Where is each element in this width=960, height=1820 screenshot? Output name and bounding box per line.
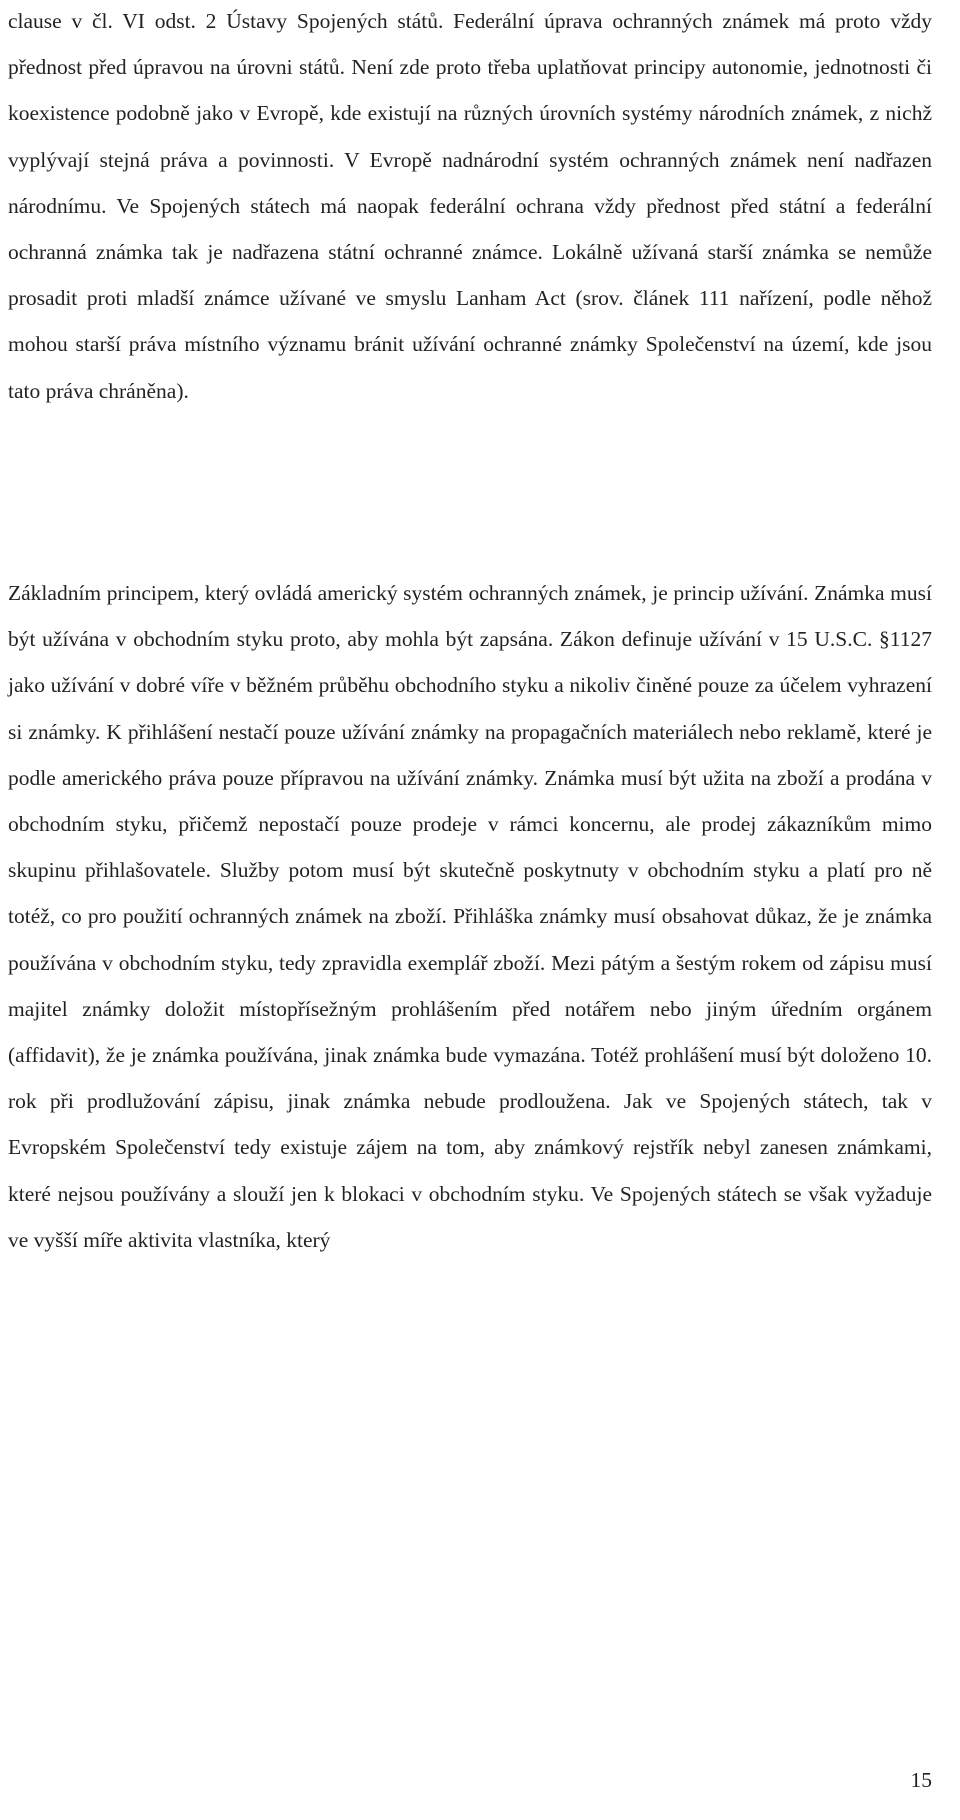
paragraph-continued: clause v čl. VI odst. 2 Ústavy Spojených států. Federální úprava ochranných známek má proto vždy přednost před úpravou na úrovni států. Není zde proto třeba uplatňovat principy autonomie, jednotnosti či koexistence podobně jako v Evropě, kde existují na různých úrovních systémy národních známek, z nichž vyplývají stejná práva a povinnosti. V Evropě nadnárodní systém ochranných známek není nadřazen národnímu. Ve Spojených státech má naopak federální ochrana vždy přednost před státní a federální ochranná známka tak je nadřazena státní ochranné známce. Lokálně užívaná starší známka se nemůže prosadit proti mladší známce užívané ve smyslu Lanham Act (srov. článek 111 nařízení, podle něhož mohou starší práva místního významu bránit užívání ochranné známky Společenství na území, kde jsou tato práva chráněna). (8, 9, 932, 403)
paragraph-use-principle: Základním principem, který ovládá americký systém ochranných známek, je princip užívání. Známka musí být užívána v obchodním styku proto, aby mohla být zapsána. Zákon definuje užívání v 15 U.S.C. §1127 jako užívání v dobré víře v běžném průběhu obchodního styku a nikoliv činěné pouze za účelem vyhrazení si známky. K přihlášení nestačí pouze užívání známky na propagačních materiálech nebo reklamě, které je podle amerického práva pouze přípravou na užívání známky. Známka musí být užita na zboží a prodána v obchodním styku, přičemž nepostačí pouze prodeje v rámci koncernu, ale prodej zákazníkům mimo skupinu přihlašovatele. Služby potom musí být skutečně poskytnuty v obchodním styku a platí pro ně totéž, co pro použití ochranných známek na zboží. Přihláška známky musí obsahovat důkaz, že je známka používána v obchodním styku, tedy zpravidla exemplář zboží. Mezi pátým a šestým rokem od zápisu musí majitel známky doložit místopřísežným prohlášením před notářem nebo jiným úředním orgánem (affidavit), že je známka používána, jinak známka bude vymazána. Totéž prohlášení musí být doloženo 10. rok při prodlužování zápisu, jinak známka nebude prodloužena. Jak ve Spojených státech, tak v Evropském Společenství tedy existuje zájem na tom, aby známkový rejstřík nebyl zanesen známkami, které nejsou používány a slouží jen k blokaci v obchodním styku. Ve Spojených státech se však vyžaduje ve vyšší míře aktivita vlastníka, který (8, 581, 932, 1252)
page-number: 15 (910, 1768, 932, 1792)
